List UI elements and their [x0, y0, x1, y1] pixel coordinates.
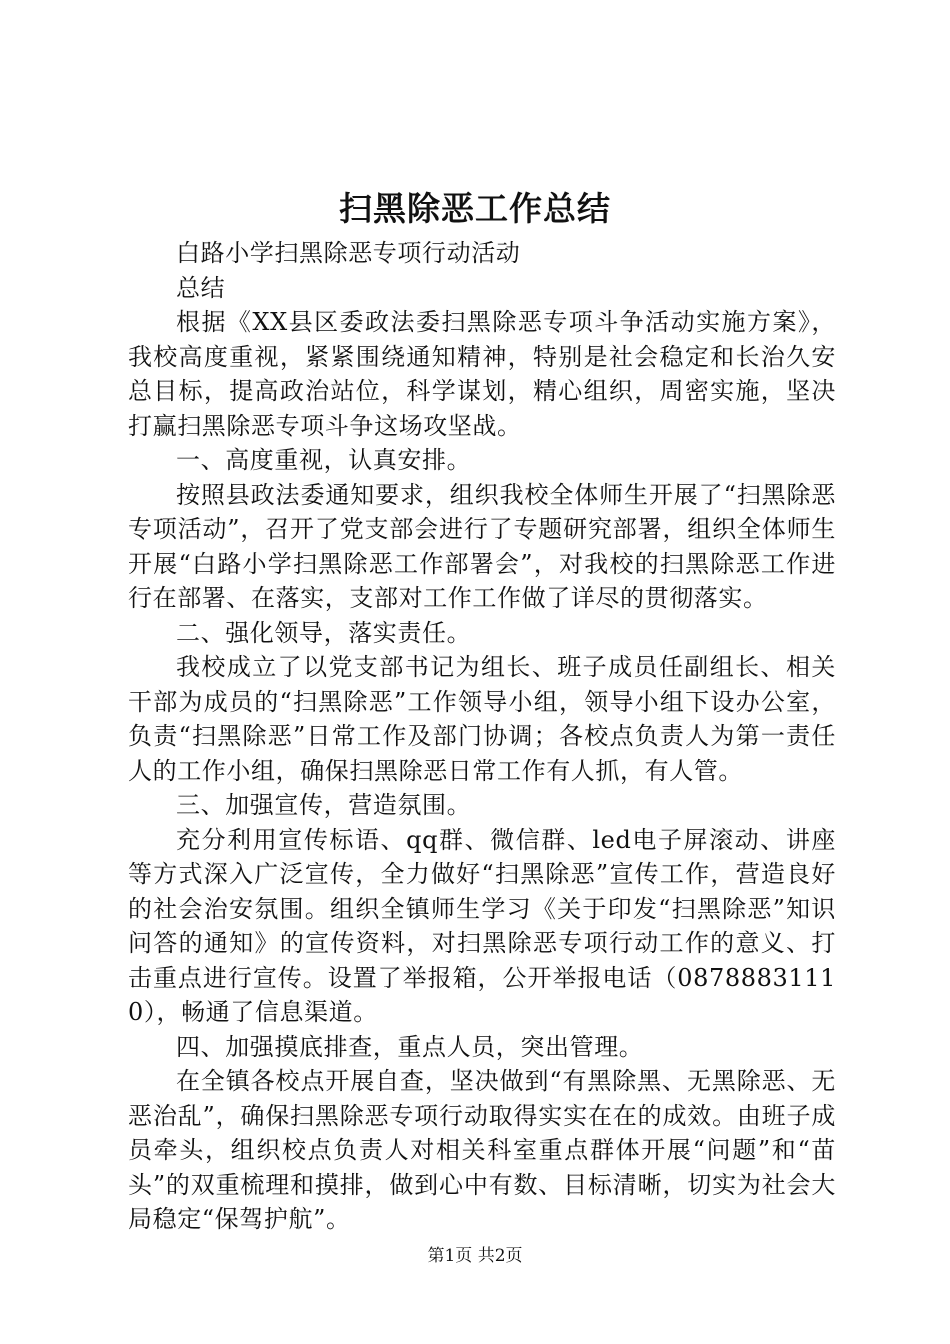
- paragraph-subtitle-line2: 总结: [176, 273, 226, 302]
- page-footer: [0, 1244, 950, 1268]
- section-heading-1: 一、高度重视，认真安排。: [176, 446, 472, 474]
- section-heading-4: 四、加强摸底排查，重点人员，突出管理。: [176, 1032, 644, 1061]
- paragraph-section-1: 按照县政法委通知要求，组织我校全体师生开展了“扫黑除恶专项活动”，召开了党支部会进行了专题研究部署，组织全体师生开展“白路小学扫黑除恶工作部署会”，对我校的扫黑除恶工作进行在部署、在落实，支部对工作工作做了详尽的贯彻落实。: [128, 480, 836, 612]
- section-heading-3: 三、加强宣传，营造氛围。: [176, 791, 472, 819]
- document-body: [128, 236, 836, 1237]
- section-heading-2: 二、强化领导，落实责任。: [176, 618, 472, 647]
- paragraph-subtitle-line1: 白路小学扫黑除恶专项行动活动: [176, 239, 521, 267]
- paragraph-section-4: 在全镇各校点开展自查，坚决做到“有黑除黑、无黑除恶、无恶治乱”，确保扫黑除恶专项行动取得实实在在的成效。由班子成员牵头，组织校点负责人对相关科室重点群体开展“问题”和“苗头”的双重梳理和摸排，做到心中有数、目标清晰，切实为社会大局稳定“保驾护航”。: [128, 1067, 836, 1233]
- paragraph-section-2: 我校成立了以党支部书记为组长、班子成员任副组长、相关干部为成员的“扫黑除恶”工作领导小组，领导小组下设办公室，负责“扫黑除恶”日常工作及部门协调；各校点负责人为第一责任人的工作小组，确保扫黑除恶日常工作有人抓，有人管。: [128, 653, 836, 785]
- page-number-label: 第1页 共2页: [427, 1246, 523, 1266]
- paragraph-intro: 根据《XX县区委政法委扫黑除恶专项斗争活动实施方案》，我校高度重视，紧紧围绕通知精神，特别是社会稳定和长治久安总目标，提高政治站位，科学谋划，精心组织，周密实施，坚决打赢扫黑除恶专项斗争这场攻坚战。: [128, 308, 836, 440]
- document-title: 扫黑除恶工作总结: [339, 189, 611, 228]
- paragraph-section-3: 充分利用宣传标语、qq群、微信群、led电子屏滚动、讲座等方式深入广泛宣传，全力做好“扫黑除恶”宣传工作，营造良好的社会治安氛围。组织全镇师生学习《关于印发“扫黑除恶”知识问答的通知》的宣传资料，对扫黑除恶专项行动工作的意义、打击重点进行宣传。设置了举报箱，公开举报电话（08788831110），畅通了信息渠道。: [128, 825, 836, 1026]
